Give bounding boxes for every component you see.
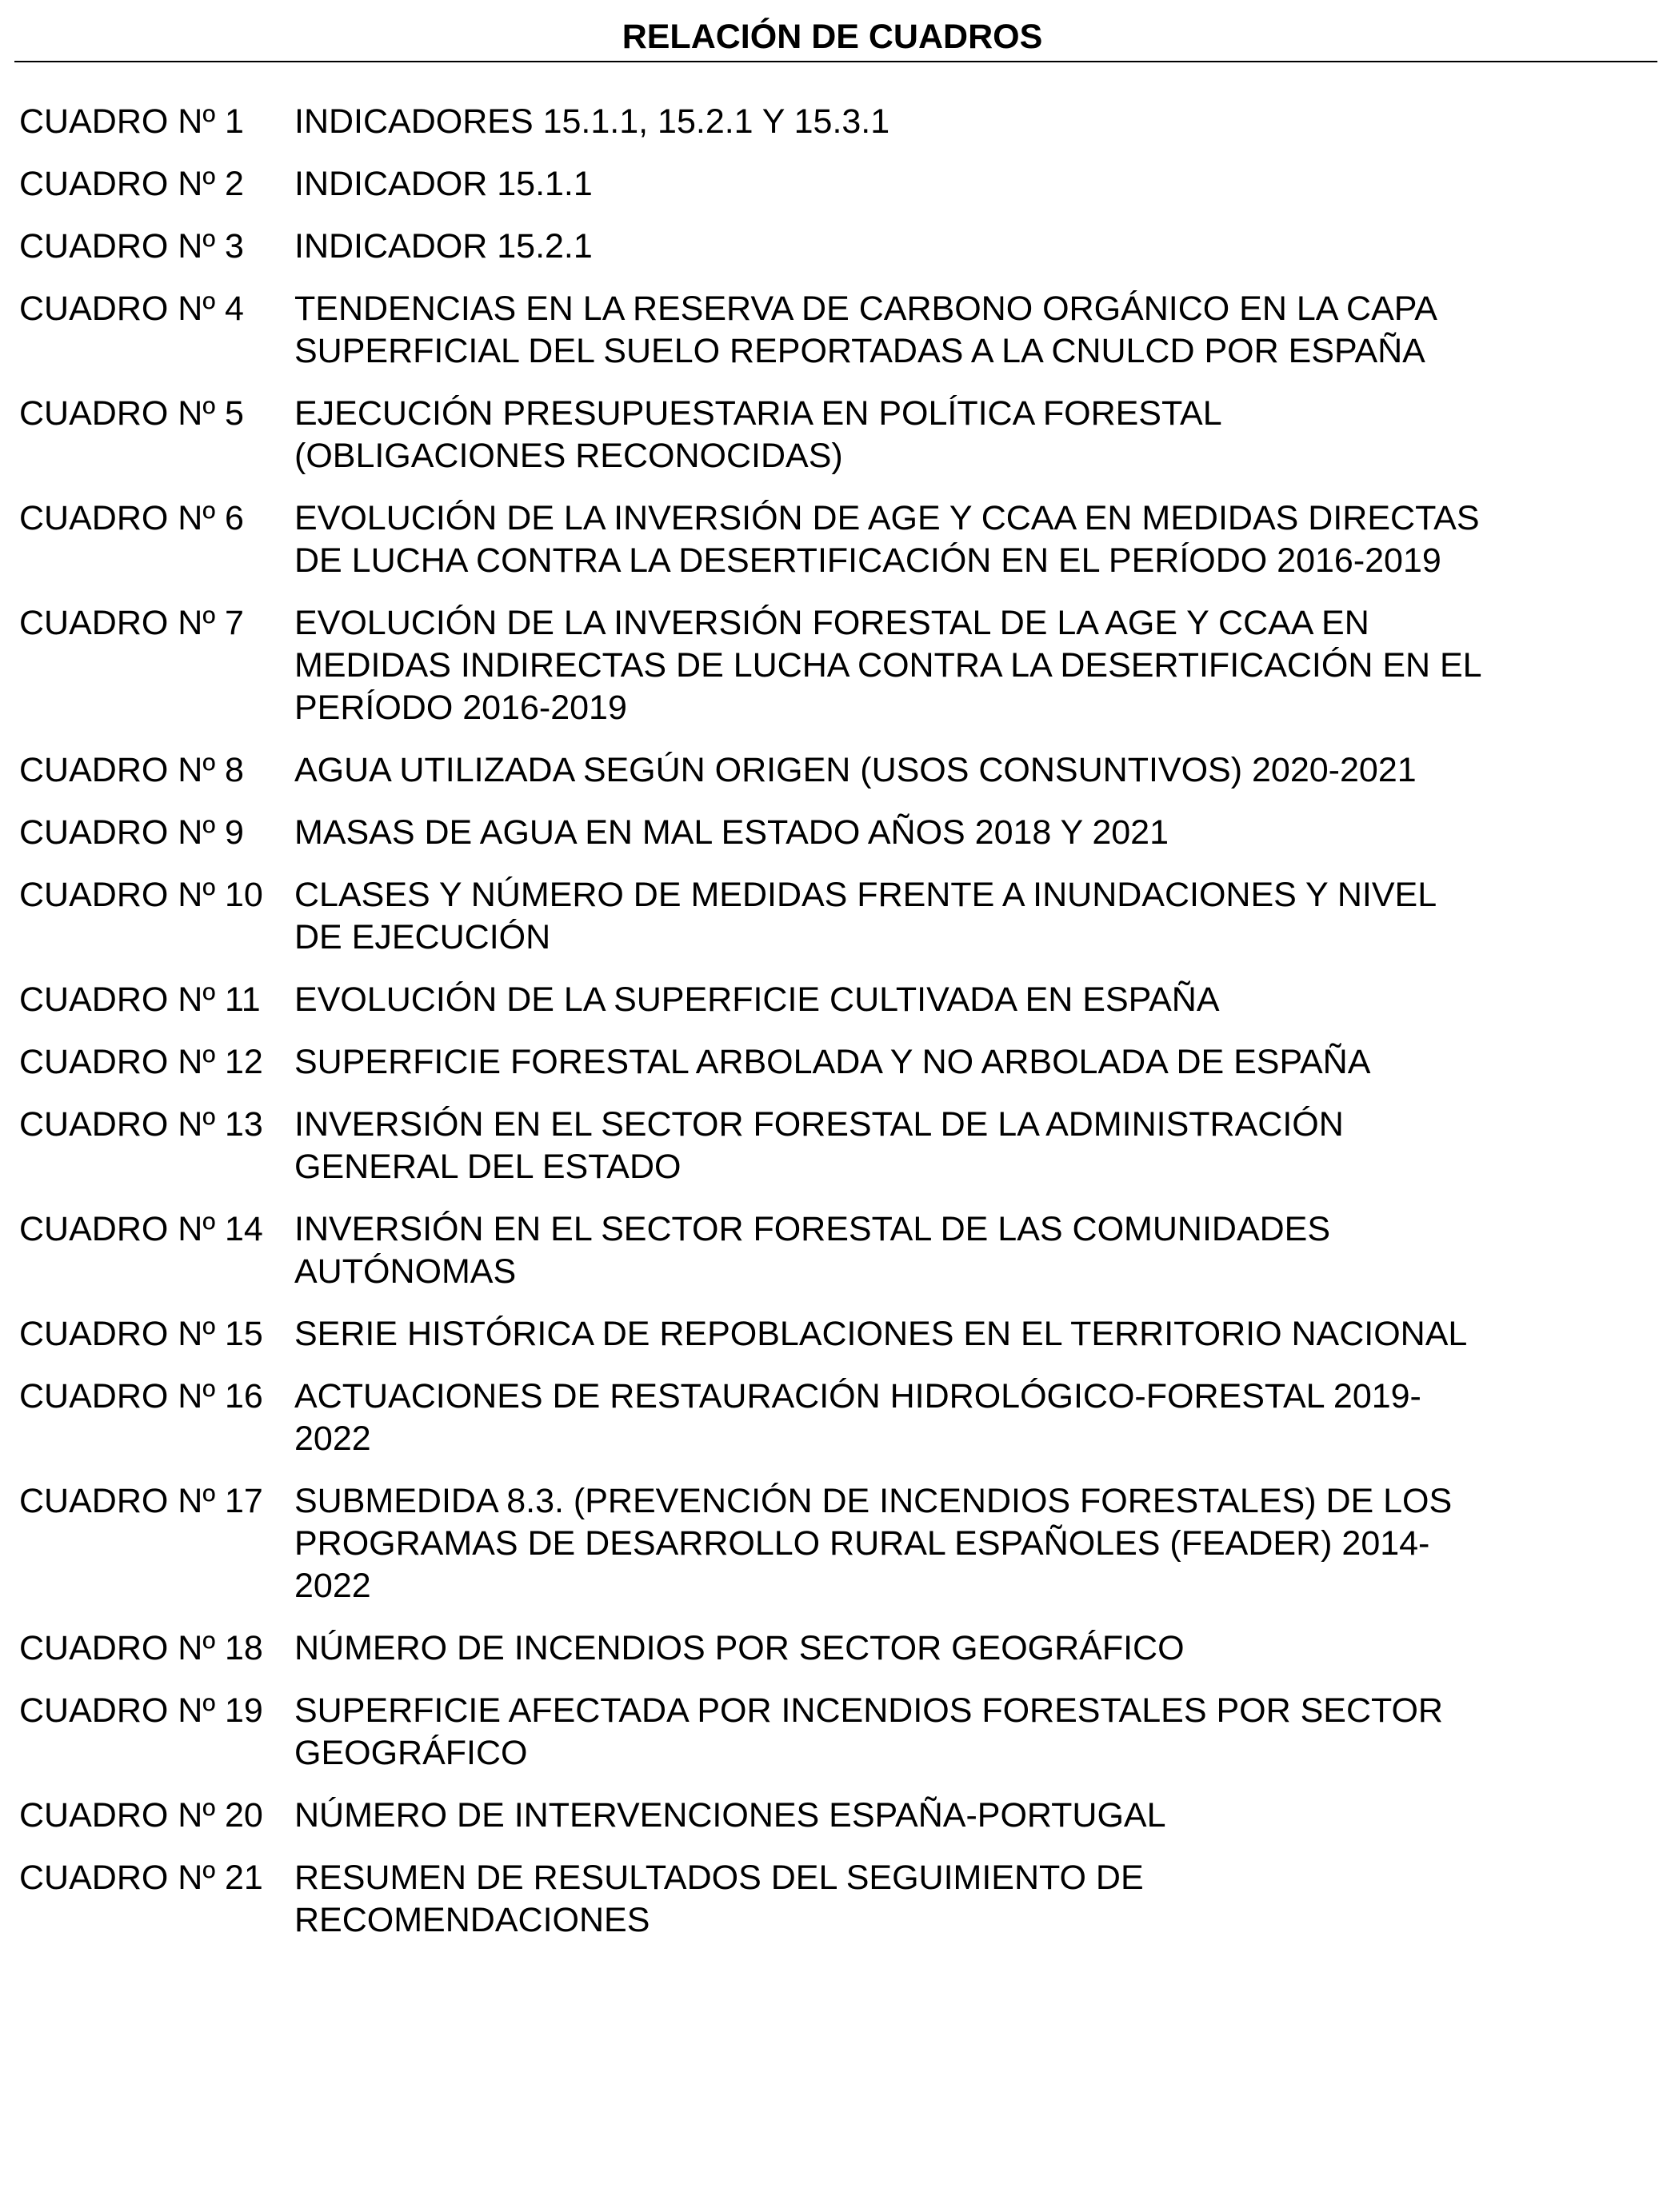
table-code: CUADRO Nº 13 xyxy=(19,1105,263,1144)
list-item xyxy=(19,1480,1619,1607)
list-item xyxy=(19,101,1619,143)
list-item xyxy=(19,1208,1619,1293)
table-code: CUADRO Nº 2 xyxy=(19,165,244,203)
table-title: INVERSIÓN EN EL SECTOR FORESTAL DE LAS COMUNIDADES AUTÓNOMAS xyxy=(294,1210,1331,1291)
table-title: EVOLUCIÓN DE LA SUPERFICIE CULTIVADA EN ESPAÑA xyxy=(294,980,1220,1019)
table-title: INDICADOR 15.2.1 xyxy=(294,227,593,266)
list-item xyxy=(19,1627,1619,1670)
table-code: CUADRO Nº 12 xyxy=(19,1043,263,1081)
list-item xyxy=(19,1795,1619,1837)
table-code: CUADRO Nº 6 xyxy=(19,499,244,537)
table-code: CUADRO Nº 17 xyxy=(19,1482,263,1520)
table-title: RESUMEN DE RESULTADOS DEL SEGUIMIENTO DE RECOMENDACIONES xyxy=(294,1859,1144,1939)
list-item xyxy=(19,1690,1619,1775)
list-item xyxy=(19,874,1619,959)
list-item xyxy=(19,602,1619,729)
table-code: CUADRO Nº 5 xyxy=(19,394,244,433)
table-title: INDICADOR 15.1.1 xyxy=(294,165,593,203)
table-code: CUADRO Nº 14 xyxy=(19,1210,263,1248)
table-title: NÚMERO DE INCENDIOS POR SECTOR GEOGRÁFICO xyxy=(294,1629,1185,1667)
page-title xyxy=(0,14,1671,59)
title-divider xyxy=(14,61,1657,62)
table-code: CUADRO Nº 19 xyxy=(19,1691,263,1730)
list-item xyxy=(19,749,1619,792)
table-code: CUADRO Nº 10 xyxy=(19,876,263,914)
table-title: SERIE HISTÓRICA DE REPOBLACIONES EN EL TERRITORIO NACIONAL xyxy=(294,1315,1468,1353)
table-title: EVOLUCIÓN DE LA INVERSIÓN DE AGE Y CCAA EN MEDIDAS DIRECTAS DE LUCHA CONTRA LA DESERTIFICACIÓN EN EL PERÍODO 2016-2019 xyxy=(294,499,1480,580)
table-code: CUADRO Nº 7 xyxy=(19,604,244,642)
table-title: EVOLUCIÓN DE LA INVERSIÓN FORESTAL DE LA AGE Y CCAA EN MEDIDAS INDIRECTAS DE LUCHA CONTRA LA DESERTIFICACIÓN EN EL PERÍODO 2016-2019 xyxy=(294,604,1482,727)
table-title: SUPERFICIE FORESTAL ARBOLADA Y NO ARBOLADA DE ESPAÑA xyxy=(294,1043,1371,1081)
table-title: SUBMEDIDA 8.3. (PREVENCIÓN DE INCENDIOS FORESTALES) DE LOS PROGRAMAS DE DESARROLLO RURAL ESPAÑOLES (FEADER) 2014- 2022 xyxy=(294,1482,1453,1605)
list-item xyxy=(19,393,1619,477)
table-title: TENDENCIAS EN LA RESERVA DE CARBONO ORGÁNICO EN LA CAPA SUPERFICIAL DEL SUELO REPORTADAS A LA CNULCD POR ESPAÑA xyxy=(294,289,1437,370)
table-title: AGUA UTILIZADA SEGÚN ORIGEN (USOS CONSUNTIVOS) 2020-2021 xyxy=(294,751,1417,789)
table-title: MASAS DE AGUA EN MAL ESTADO AÑOS 2018 Y 2021 xyxy=(294,813,1169,852)
table-code: CUADRO Nº 11 xyxy=(19,980,261,1019)
list-item xyxy=(19,1376,1619,1460)
table-code: CUADRO Nº 9 xyxy=(19,813,244,852)
table-code: CUADRO Nº 18 xyxy=(19,1629,263,1667)
table-title: CLASES Y NÚMERO DE MEDIDAS FRENTE A INUNDACIONES Y NIVEL DE EJECUCIÓN xyxy=(294,876,1437,956)
table-title: EJECUCIÓN PRESUPUESTARIA EN POLÍTICA FORESTAL (OBLIGACIONES RECONOCIDAS) xyxy=(294,394,1222,475)
table-code: CUADRO Nº 3 xyxy=(19,227,244,266)
list-item xyxy=(19,226,1619,268)
list-item xyxy=(19,288,1619,373)
table-title: NÚMERO DE INTERVENCIONES ESPAÑA-PORTUGAL xyxy=(294,1796,1166,1835)
page-title-text: RELACIÓN DE CUADROS xyxy=(622,18,1043,56)
table-code: CUADRO Nº 20 xyxy=(19,1796,263,1835)
list-item xyxy=(19,1104,1619,1188)
table-list xyxy=(19,101,1619,1962)
list-item xyxy=(19,1313,1619,1356)
table-title: ACTUACIONES DE RESTAURACIÓN HIDROLÓGICO-FORESTAL 2019- 2022 xyxy=(294,1377,1421,1458)
table-code: CUADRO Nº 15 xyxy=(19,1315,263,1353)
list-item xyxy=(19,1041,1619,1084)
table-title: SUPERFICIE AFECTADA POR INCENDIOS FORESTALES POR SECTOR GEOGRÁFICO xyxy=(294,1691,1443,1772)
table-code: CUADRO Nº 1 xyxy=(19,102,244,141)
list-item xyxy=(19,812,1619,854)
table-code: CUADRO Nº 4 xyxy=(19,289,244,328)
table-code: CUADRO Nº 21 xyxy=(19,1859,263,1897)
table-title: INDICADORES 15.1.1, 15.2.1 Y 15.3.1 xyxy=(294,102,890,141)
table-code: CUADRO Nº 8 xyxy=(19,751,244,789)
list-item xyxy=(19,1857,1619,1942)
list-item xyxy=(19,497,1619,582)
table-code: CUADRO Nº 16 xyxy=(19,1377,263,1415)
list-item xyxy=(19,163,1619,206)
list-item xyxy=(19,979,1619,1021)
table-title: INVERSIÓN EN EL SECTOR FORESTAL DE LA ADMINISTRACIÓN GENERAL DEL ESTADO xyxy=(294,1105,1344,1186)
